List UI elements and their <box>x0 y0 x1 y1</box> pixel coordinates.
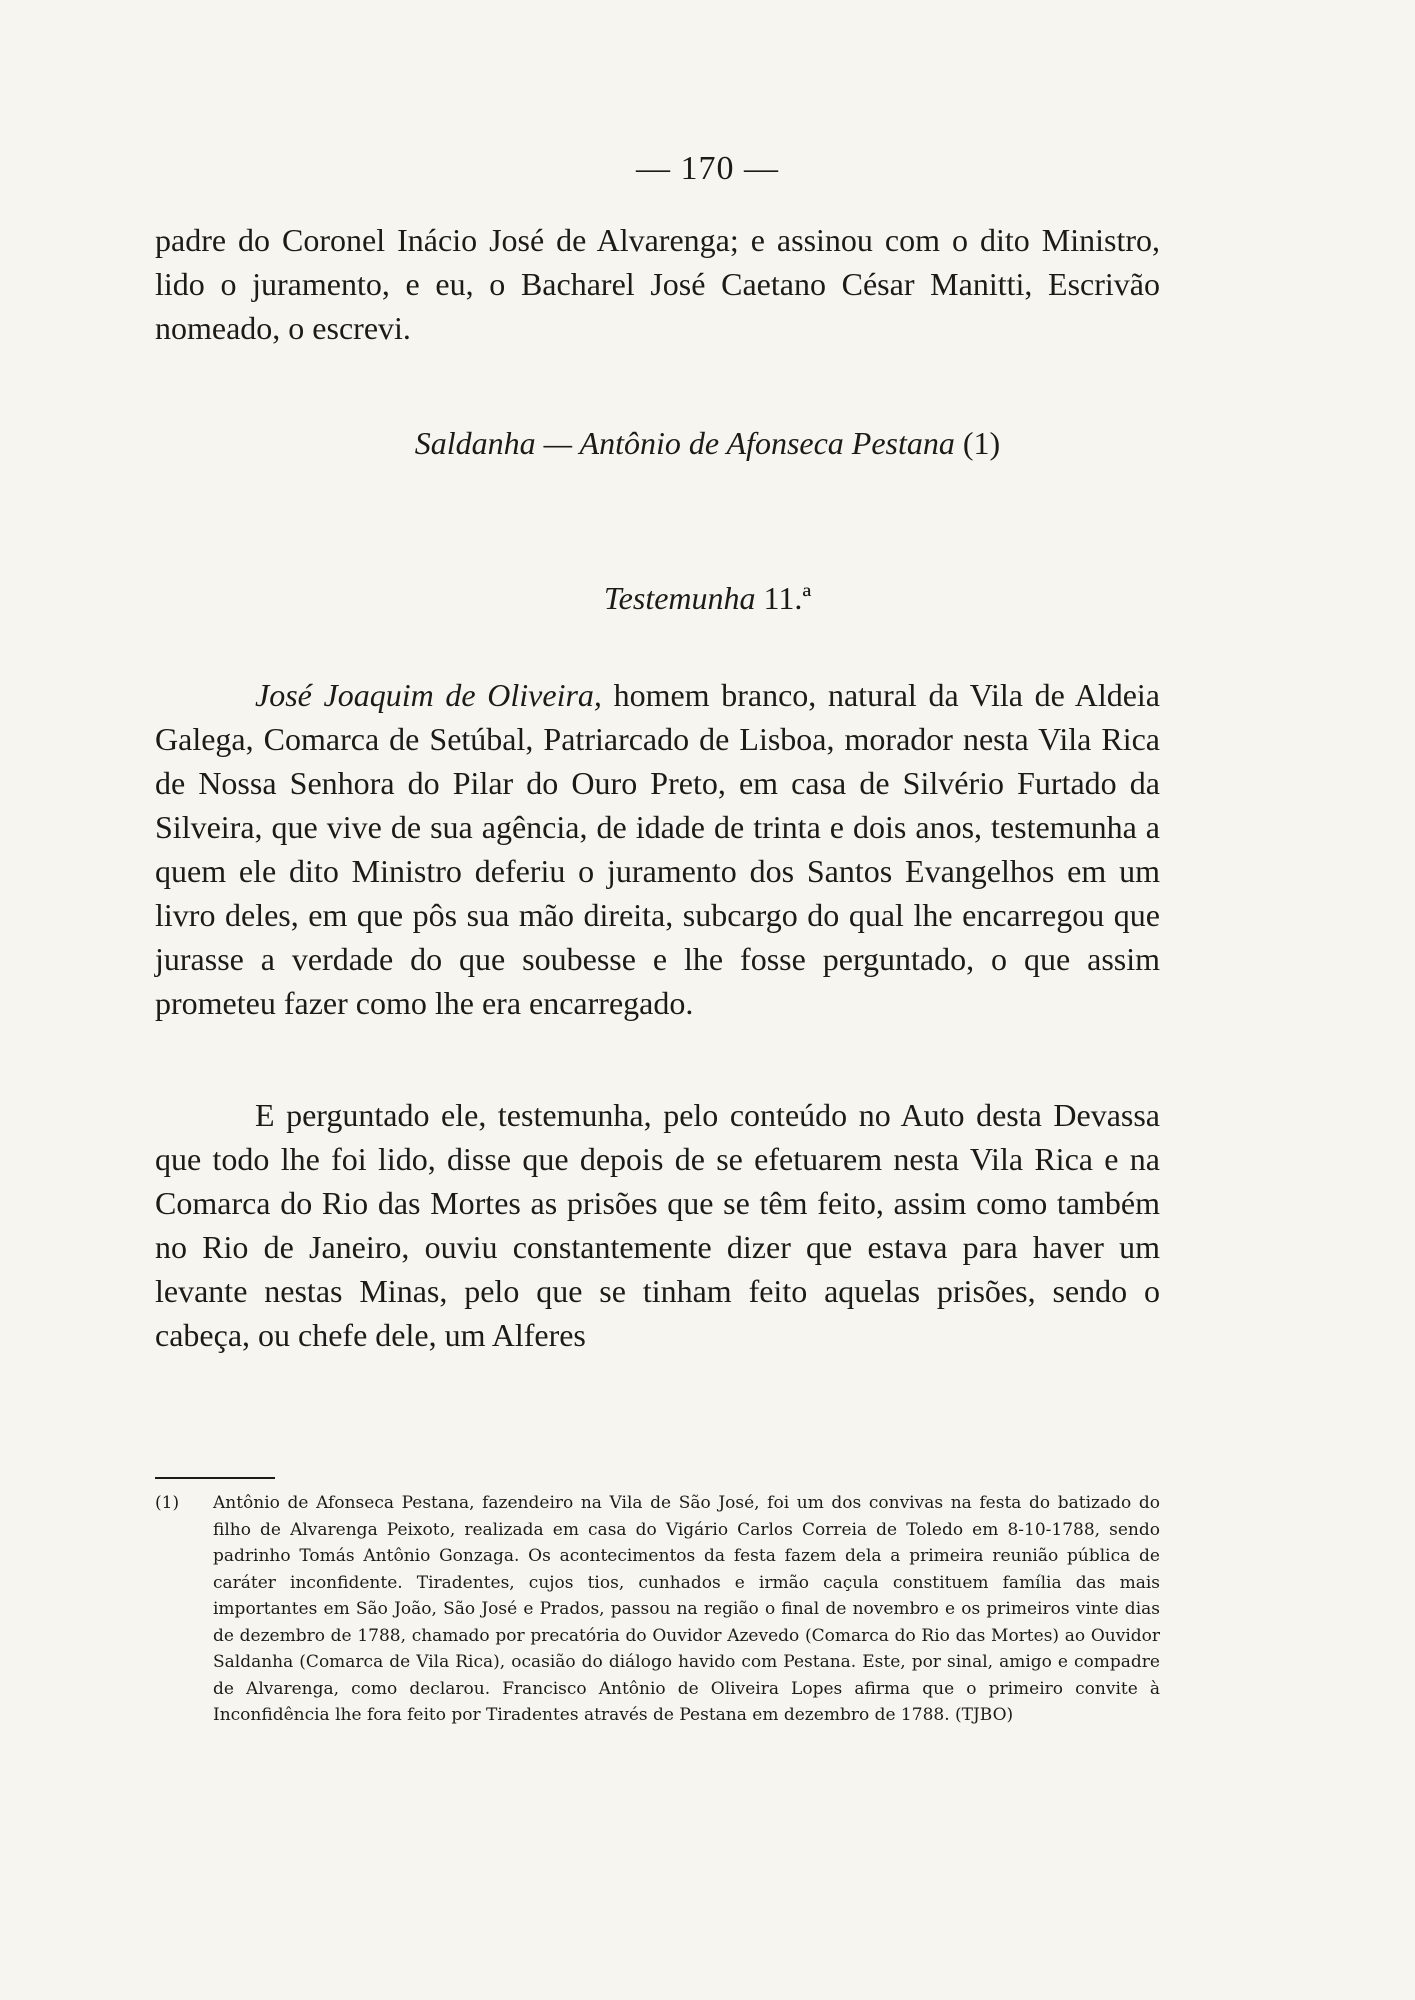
question-paragraph <box>155 1093 1160 1357</box>
signature-names: Saldanha — Antônio de Afonseca Pestana <box>414 425 955 461</box>
footnote-text: Antônio de Afonseca Pestana, fazendeiro na Vila de São José, foi um dos convivas na festa do batizado do filho de Alvarenga Peixoto, realizada em casa do Vigário Carlos Correia de Toledo em 8-10-1788, sendo padrinho Tomás Antônio Gonzaga. Os acontecimentos da festa fazem dela a primeira reunião pública de caráter inconfidente. Tiradentes, cujos tios, cunhados e irmão caçula constituem família das mais importantes em São João, São José e Prados, passou na região o final de novembro e os primeiros vinte dias de dezembro de 1788, chamado por precatória do Ouvidor Azevedo (Comarca do Rio das Mortes) ao Ouvidor Saldanha (Comarca de Vila Rica), ocasião do diálogo havido com Pestana. Este, por sinal, amigo e compadre de Alvarenga, como declarou. Francisco Antônio de Oliveira Lopes afirma que o primeiro convite à Inconfidência lhe fora feito por Tiradentes através de Pestana em dezembro de 1788. (TJBO) <box>213 1493 1160 1725</box>
footnote-divider <box>155 1477 275 1479</box>
witness-name: José Joaquim de Oliveira, <box>255 677 602 713</box>
footnote-reference: (1) <box>962 425 1001 461</box>
lead-paragraph-text: padre do Coronel Inácio José de Alvarenga; e assinou com o dito Ministro, lido o juramento, e eu, o Bacharel José Caetano César Manitti, Escrivão nomeado, o escrevi. <box>155 222 1160 346</box>
witness-heading <box>0 580 1415 617</box>
page-number: — 170 — <box>636 150 779 187</box>
signature-line <box>0 425 1415 462</box>
witness-paragraph-body <box>155 673 1160 1025</box>
witness-paragraph <box>155 673 1160 1025</box>
lead-paragraph <box>155 218 1160 350</box>
question-paragraph-text: E perguntado ele, testemunha, pelo conteúdo no Auto desta Devassa que todo lhe foi lido, disse que depois de se efetuarem nesta Vila Rica e na Comarca do Rio das Mortes as prisões que se têm feito, assim como também no Rio de Janeiro, ouviu constantemente dizer que estava para haver um levante nestas Minas, pelo que se tinham feito aquelas prisões, sendo o cabeça, ou chefe dele, um Alferes <box>155 1097 1160 1353</box>
witness-description: homem branco, natural da Vila de Aldeia Galega, Comarca de Setúbal, Patriarcado de Lisboa, morador nesta Vila Rica de Nossa Senhora do Pilar do Ouro Preto, em casa de Silvério Furtado da Silveira, que vive de sua agência, de idade de trinta e dois anos, testemunha a quem ele dito Ministro deferiu o juramento dos Santos Evangelhos em um livro deles, em que pôs sua mão direita, subcargo do qual lhe encarregou que jurasse a verdade do que soubesse e lhe fosse perguntado, o que assim prometeu fazer como lhe era encarregado. <box>155 677 1161 1021</box>
witness-heading-label: Testemunha <box>603 580 756 616</box>
witness-heading-ordinal: 11.ª <box>763 580 812 616</box>
footnote-marker: (1) <box>155 1493 180 1513</box>
footnote <box>155 1490 1160 1729</box>
